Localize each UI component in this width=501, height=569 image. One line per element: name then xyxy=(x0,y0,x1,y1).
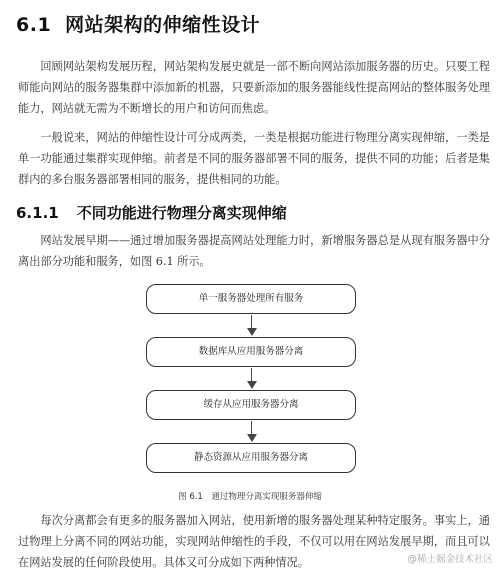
subsection-title: 不同功能进行物理分离实现伸缩 xyxy=(76,204,287,222)
paragraph-early-stage: 网站发展早期——通过增加服务器提高网站处理能力时，新增服务器总是从现有服务器中分离出部分功能和服务，如图 6.1 所示。 xyxy=(18,234,490,268)
flow-arrow-down-icon xyxy=(247,328,257,336)
figure-caption: 图 6.1 通过物理分离实现服务器伸缩 xyxy=(178,492,322,502)
paragraph-intro: 回顾网站架构发展历程，网站架构发展史就是一部不断向网站添加服务器的历史。只要工程师能向网站的服务器集群中添加新的机器，只要新添加的服务器能线性提高网站的整体服务处理能力，网站就无需为不断增长的用户和访问而焦虑。 xyxy=(18,60,490,115)
subsection-heading-6-1-1 xyxy=(16,202,287,223)
subsection-number: 6.1.1 xyxy=(16,204,59,222)
section-number: 6.1 xyxy=(16,14,52,36)
section-heading-6-1 xyxy=(16,10,260,37)
flow-arrow-line-1 xyxy=(251,315,252,329)
flow-arrow-line-2 xyxy=(251,368,252,382)
watermark-logo: @稀土掘金技术社区 xyxy=(407,554,493,565)
flow-arrow-line-3 xyxy=(251,421,252,435)
flow-box-single-server: 单一服务器处理所有服务 xyxy=(146,284,356,314)
flow-box-static-resource-split: 静态资源从应用服务器分离 xyxy=(146,443,356,473)
section-title: 网站架构的伸缩性设计 xyxy=(65,14,261,36)
figure-6-1-flowchart xyxy=(130,282,370,487)
flow-arrow-down-icon xyxy=(247,434,257,442)
paragraph-categories: 一般说来，网站的伸缩性设计可分成两类，一类是根据功能进行物理分离实现伸缩，一类是单一功能通过集群实现伸缩。前者是不同的服务器部署不同的服务，提供不同的功能；后者是集群内的多台服务器部署相同的服务，提供相同的功能。 xyxy=(18,131,490,186)
flow-box-database-split: 数据库从应用服务器分离 xyxy=(146,337,356,367)
flow-arrow-down-icon xyxy=(247,381,257,389)
paragraph-separation: 每次分离都会有更多的服务器加入网站，使用新增的服务器处理某种特定服务。事实上，通过物理上分离不同的网站功能，实现网站伸缩性的手段，不仅可以用在网站发展早期，而且可以在网站发展的任何阶段使用。具体又可分成如下两种情况。 xyxy=(18,514,490,569)
flow-box-cache-split: 缓存从应用服务器分离 xyxy=(146,390,356,420)
